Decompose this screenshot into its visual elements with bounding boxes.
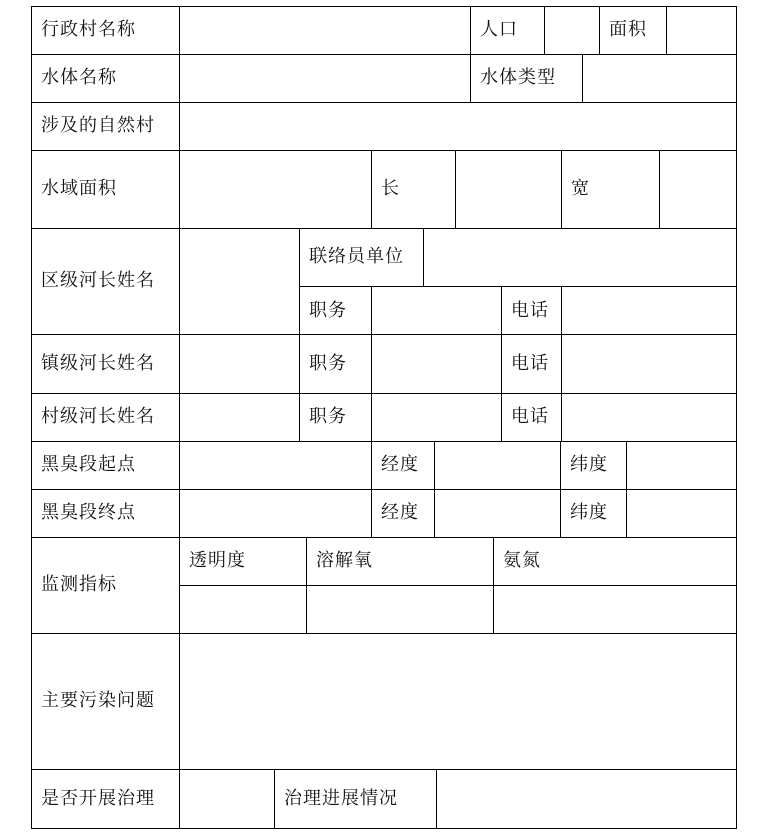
- label-ammonia-nitrogen: 氨氮: [503, 550, 541, 571]
- label-village-position: 职务: [309, 406, 347, 427]
- label-dissolved-oxygen: 溶解氧: [316, 550, 373, 571]
- label-district-position: 职务: [309, 300, 347, 321]
- label-natural-villages: 涉及的自然村: [41, 115, 155, 136]
- label-village-name: 行政村名称: [41, 19, 136, 40]
- label-main-pollution: 主要污染问题: [41, 690, 155, 711]
- label-start-longitude: 经度: [381, 454, 419, 475]
- label-district-chief-name: 区级河长姓名: [41, 270, 155, 291]
- label-transparency: 透明度: [189, 550, 246, 571]
- label-end-latitude: 纬度: [570, 502, 608, 523]
- label-water-area: 水域面积: [41, 178, 117, 199]
- label-town-position: 职务: [309, 353, 347, 374]
- label-water-body-name: 水体名称: [41, 67, 117, 88]
- label-district-phone: 电话: [511, 300, 549, 321]
- label-area: 面积: [609, 19, 647, 40]
- label-monitoring: 监测指标: [41, 574, 117, 595]
- label-black-end: 黑臭段终点: [41, 502, 136, 523]
- label-governance-started: 是否开展治理: [41, 788, 155, 809]
- label-population: 人口: [480, 19, 518, 40]
- label-liaison-unit: 联络员单位: [309, 246, 404, 267]
- label-black-start: 黑臭段起点: [41, 454, 136, 475]
- label-town-phone: 电话: [511, 353, 549, 374]
- label-governance-progress: 治理进展情况: [284, 788, 398, 809]
- label-length: 长: [381, 178, 400, 199]
- label-village-chief-name: 村级河长姓名: [41, 406, 155, 427]
- label-village-phone: 电话: [511, 406, 549, 427]
- label-water-body-type: 水体类型: [480, 67, 556, 88]
- label-width: 宽: [571, 178, 590, 199]
- label-end-longitude: 经度: [381, 502, 419, 523]
- label-start-latitude: 纬度: [570, 454, 608, 475]
- label-town-chief-name: 镇级河长姓名: [41, 353, 155, 374]
